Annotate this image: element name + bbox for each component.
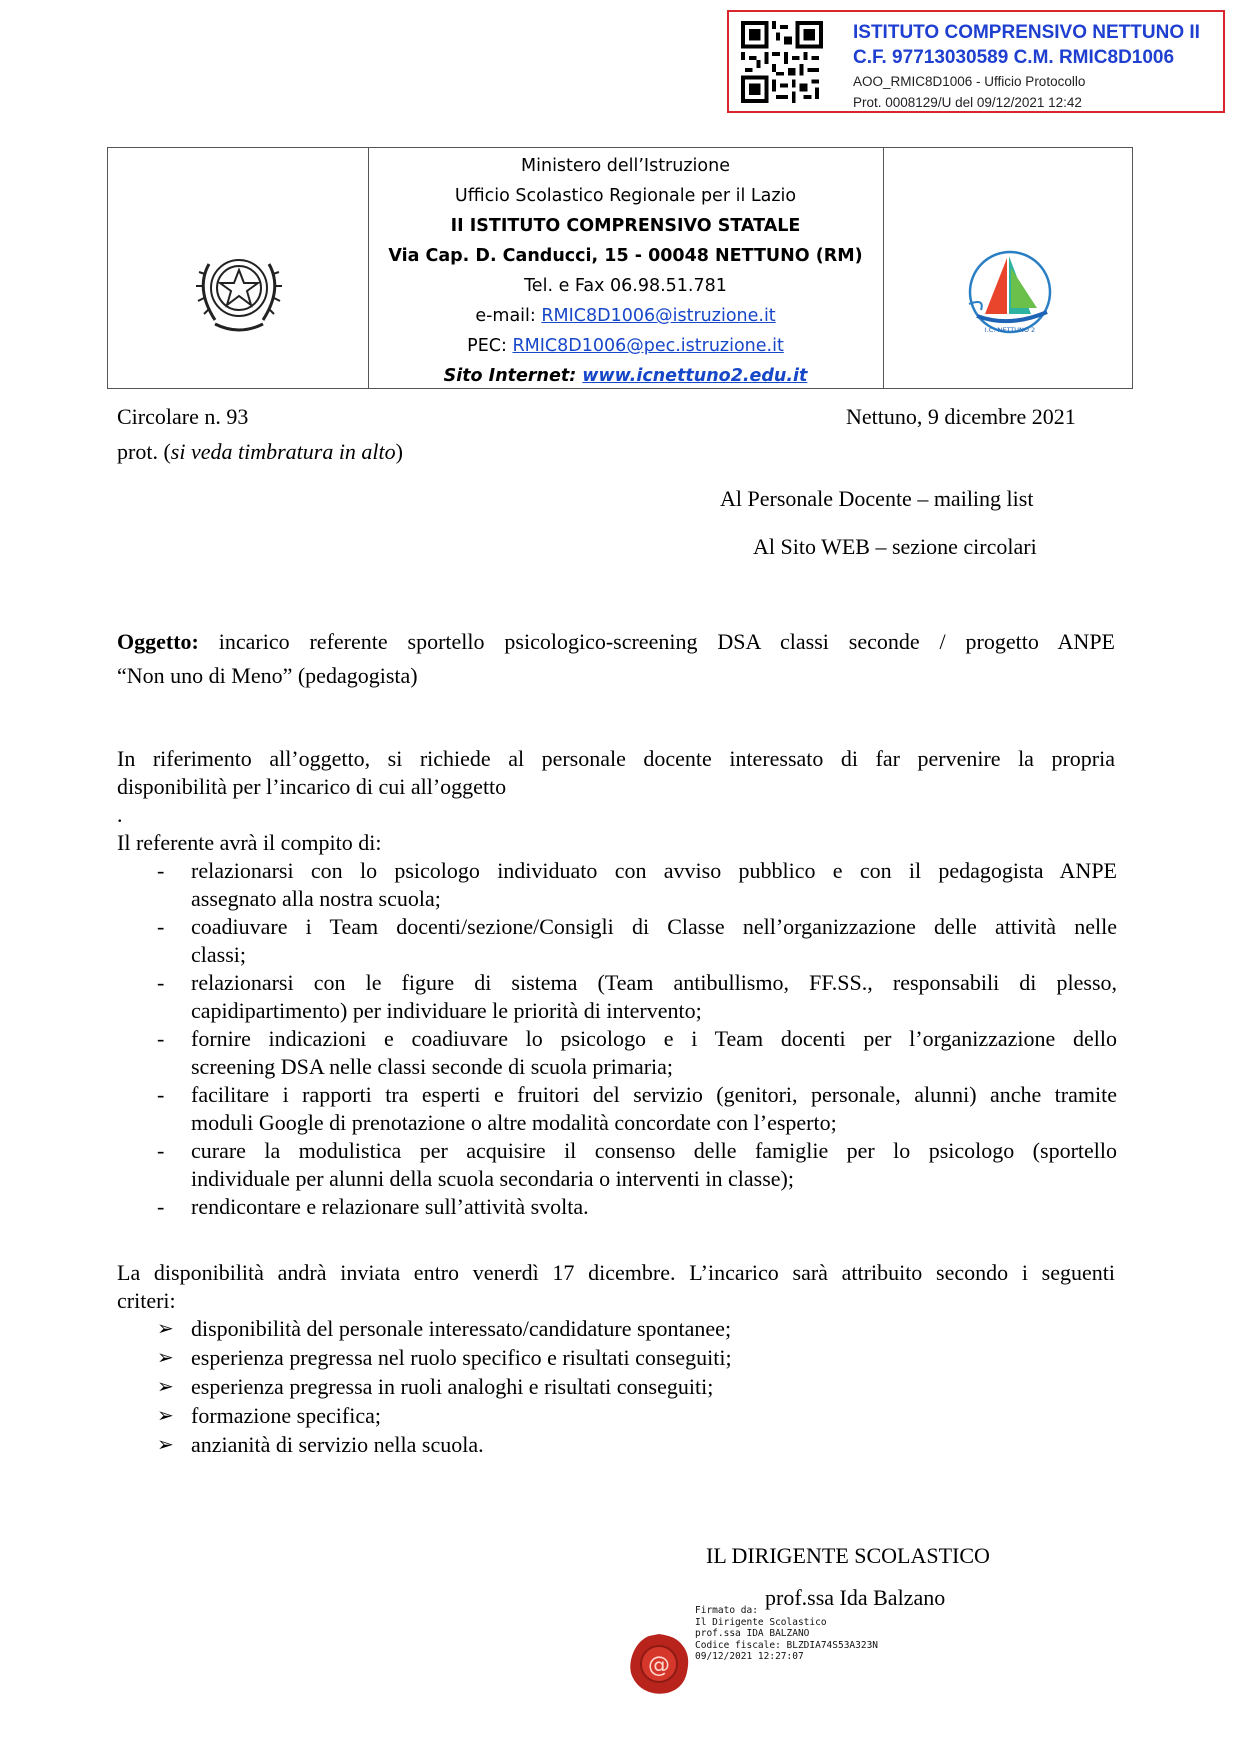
school-address: Via Cap. D. Canducci, 15 - 00048 NETTUNO (RM): [388, 246, 863, 266]
sig-line-5: 09/12/2021 12:27:07: [695, 1651, 804, 1662]
protocol-prefix: prot. (: [117, 439, 171, 464]
task-bullet: -: [157, 970, 165, 995]
task-bullet: -: [157, 858, 165, 883]
recipient-website: Al Sito WEB – sezione circolari: [753, 534, 1037, 559]
sig-line-1: Firmato da:: [695, 1605, 758, 1616]
criteria-arrow-icon: ➢: [157, 1347, 174, 1369]
task-item-line-1: rendicontare e relazionare sull’attività svolta.: [191, 1194, 589, 1219]
criteria-item: disponibilità del personale interessato/candidature spontanee;: [191, 1316, 732, 1341]
criteria-arrow-icon: ➢: [157, 1376, 174, 1398]
criteria-item: esperienza pregressa nel ruolo specifico e risultati conseguiti;: [191, 1345, 732, 1370]
letterhead-emblem-cell: [108, 148, 369, 388]
italian-republic-emblem-icon: [187, 244, 291, 338]
sig-line-4: Codice fiscale: BLZDIA74S53A323N: [695, 1639, 879, 1651]
protocol-stamp: [727, 10, 1225, 113]
website-label: Sito Internet:: [443, 366, 583, 386]
subject-line-2: “Non uno di Meno” (pedagogista): [117, 663, 418, 688]
subject-label: Oggetto:: [117, 629, 199, 654]
task-item-line-1: fornire indicazioni e coadiuvare lo psicologo e i Team docenti per l’organizzazione dello: [191, 1026, 1117, 1051]
tasks-heading: Il referente avrà il compito di:: [117, 830, 382, 855]
task-item-line-1: relazionarsi con le figure di sistema (Team antibullismo, FF.SS., responsabili di plesso,: [191, 970, 1117, 995]
pec-link[interactable]: RMIC8D1006@pec.istruzione.it: [512, 336, 784, 356]
task-item-line-2: moduli Google di prenotazione o altre modalità concordate con l’esperto;: [191, 1110, 837, 1135]
email-link[interactable]: RMIC8D1006@istruzione.it: [541, 306, 776, 326]
task-item-line-2: screening DSA nelle classi seconde di scuola primaria;: [191, 1054, 674, 1079]
task-item: [191, 1081, 1117, 1137]
task-item: [191, 1025, 1117, 1081]
regional-office: Ufficio Scolastico Regionale per il Lazio: [454, 186, 797, 206]
task-bullet: -: [157, 1026, 165, 1051]
criteria-item: esperienza pregressa in ruoli analoghi e risultati conseguiti;: [191, 1374, 714, 1399]
protocol-note: [117, 438, 403, 466]
protocol-italic: si veda timbratura in alto: [170, 439, 396, 464]
pec-line: [369, 331, 882, 361]
signatory-title: IL DIRIGENTE SCOLASTICO: [706, 1543, 990, 1568]
criteria-arrow-icon: ➢: [157, 1405, 174, 1427]
website-link[interactable]: www.icnettuno2.edu.it: [582, 366, 808, 386]
school-sailboat-logo-icon: [955, 246, 1065, 338]
task-item-line-2: individuale per alunni della scuola secondaria o interventi in classe);: [191, 1166, 794, 1191]
criteria-item: formazione specifica;: [191, 1403, 381, 1428]
letter-date: Nettuno, 9 dicembre 2021: [846, 404, 1076, 429]
stamp-school-name: ISTITUTO COMPRENSIVO NETTUNO II: [853, 22, 1200, 43]
task-item: [191, 1193, 1117, 1221]
ministry-name: Ministero dell’Istruzione: [521, 156, 730, 176]
stamp-codes: C.F. 97713030589 C.M. RMIC8D1006: [853, 47, 1175, 68]
school-phone: Tel. e Fax 06.98.51.781: [524, 276, 727, 296]
email-line: [369, 301, 882, 331]
task-bullet: -: [157, 1082, 165, 1107]
task-bullet: -: [157, 1194, 165, 1219]
criteria-item: anzianità di servizio nella scuola.: [191, 1432, 484, 1457]
intro-line-1: In riferimento all’oggetto, si richiede al personale docente interessato di far pervenire la propria: [117, 746, 1115, 771]
subject-text: incarico referente sportello psicologico-screening DSA classi seconde / progetto ANPE: [198, 629, 1115, 654]
stamp-protocol-number: Prot. 0008129/U del 09/12/2021 12:42: [853, 95, 1082, 110]
task-item-line-1: curare la modulistica per acquisire il consenso delle famiglie per lo psicologo (sportello: [191, 1138, 1117, 1163]
sig-line-2: Il Dirigente Scolastico: [695, 1616, 827, 1628]
protocol-suffix: ): [395, 439, 403, 464]
task-item: [191, 857, 1117, 913]
letterhead-logo-cell: [883, 148, 1133, 388]
circular-number: Circolare n. 93: [117, 404, 249, 429]
sig-line-3: prof.ssa IDA BALZANO: [695, 1628, 810, 1639]
intro-dot: .: [117, 802, 123, 827]
deadline-line-2: criteri:: [117, 1288, 176, 1313]
task-item-line-2: capidipartimento) per individuare le priorità di intervento;: [191, 998, 702, 1023]
svg-text:@: @: [648, 1653, 670, 1678]
deadline-line-1: La disponibilità andrà inviata entro venerdì 17 dicembre. L’incarico sarà attribuito secondo i seguenti: [117, 1260, 1115, 1285]
task-item: [191, 1137, 1117, 1193]
email-label: e-mail:: [475, 306, 542, 326]
stamp-office: AOO_RMIC8D1006 - Ufficio Protocollo: [853, 74, 1086, 89]
criteria-arrow-icon: ➢: [157, 1434, 174, 1456]
letterhead-info: [369, 148, 882, 388]
school-logo-text: I.C. NETTUNO 2: [984, 326, 1036, 334]
qr-code-icon: [741, 21, 823, 103]
criteria-arrow-icon: ➢: [157, 1318, 174, 1340]
school-name: II ISTITUTO COMPRENSIVO STATALE: [450, 216, 801, 236]
digital-signature-block: [695, 1605, 878, 1663]
intro-line-2: disponibilità per l’incarico di cui all’oggetto: [117, 774, 507, 799]
letterhead-table: [107, 147, 1133, 389]
recipient-staff: Al Personale Docente – mailing list: [720, 486, 1034, 511]
task-item-line-2: assegnato alla nostra scuola;: [191, 886, 441, 911]
task-item: [191, 913, 1117, 969]
signatory-name: prof.ssa Ida Balzano: [765, 1585, 946, 1610]
task-bullet: -: [157, 1138, 165, 1163]
wax-seal-at-icon: [627, 1632, 691, 1696]
task-item-line-1: facilitare i rapporti tra esperti e fruitori del servizio (genitori, personale, alunni) anche tramite: [191, 1082, 1117, 1107]
task-item-line-1: coadiuvare i Team docenti/sezione/Consigli di Classe nell’organizzazione delle attività nelle: [191, 914, 1117, 939]
task-item-line-1: relazionarsi con lo psicologo individuato con avviso pubblico e con il pedagogista ANPE: [191, 858, 1117, 883]
task-bullet: -: [157, 914, 165, 939]
task-item-line-2: classi;: [191, 942, 246, 967]
pec-label: PEC:: [467, 336, 513, 356]
subject-line-1: [117, 628, 1115, 656]
website-line: [369, 361, 882, 391]
task-item: [191, 969, 1117, 1025]
